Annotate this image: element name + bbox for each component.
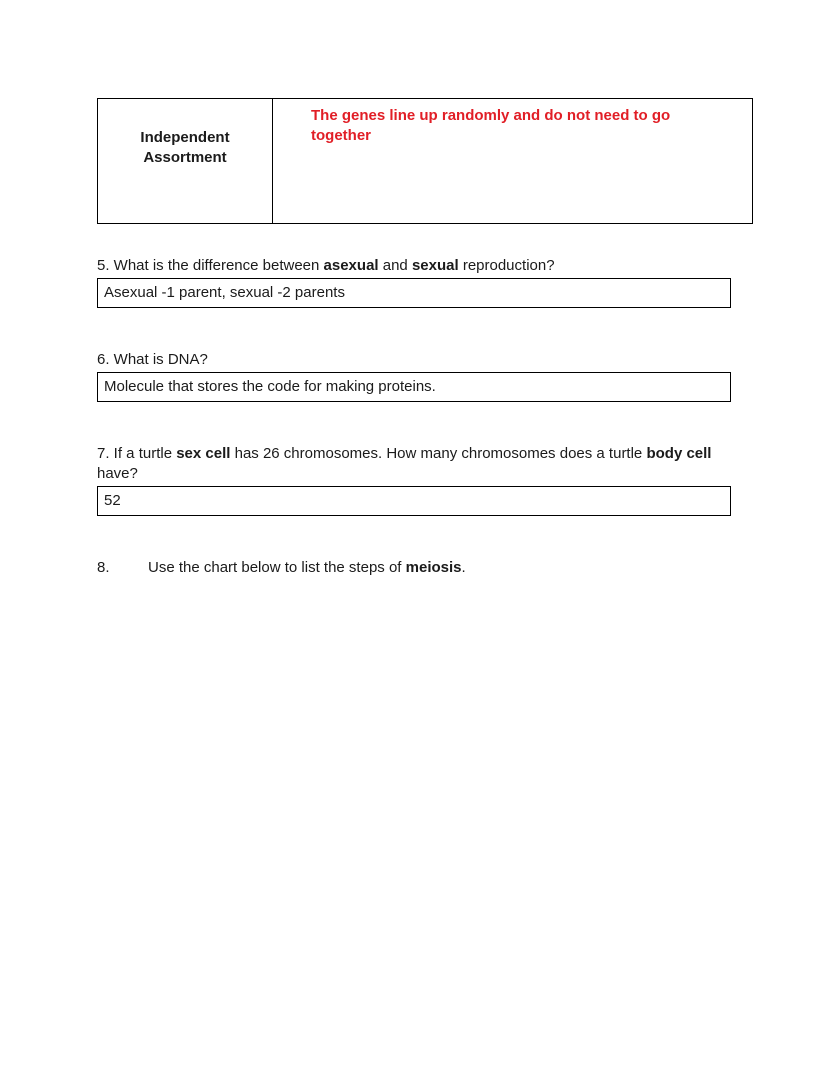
answer-box-7[interactable] [97, 486, 731, 516]
answer-6-text: Molecule that stores the code for making proteins. [104, 378, 436, 395]
answer-box-5[interactable] [97, 278, 731, 308]
answer-5-text: Asexual -1 parent, sexual -2 parents [104, 284, 345, 301]
definition-cell[interactable] [273, 99, 753, 224]
question-5-prompt: 5. What is the difference between asexual and sexual reproduction? [97, 257, 555, 274]
question-6 [97, 350, 731, 402]
question-8-prompt: Use the chart below to list the steps of meiosis. [148, 559, 466, 576]
definition-table-row [98, 99, 753, 224]
answer-7-text: 52 [104, 492, 121, 509]
definition-table [97, 98, 753, 224]
question-7-prompt: 7. If a turtle sex cell has 26 chromosomes. How many chromosomes does a turtle body cell have? [97, 445, 712, 482]
term-label: Independent Assortment [140, 129, 230, 166]
answer-box-6[interactable] [97, 372, 731, 402]
question-6-prompt: 6. What is DNA? [97, 351, 208, 368]
definition-answer-text: The genes line up randomly and do not need to go together [311, 107, 671, 144]
question-7 [97, 444, 731, 516]
question-5 [97, 256, 731, 308]
term-cell [98, 99, 273, 224]
question-8-number: 8. [97, 559, 110, 576]
question-8 [97, 558, 731, 578]
